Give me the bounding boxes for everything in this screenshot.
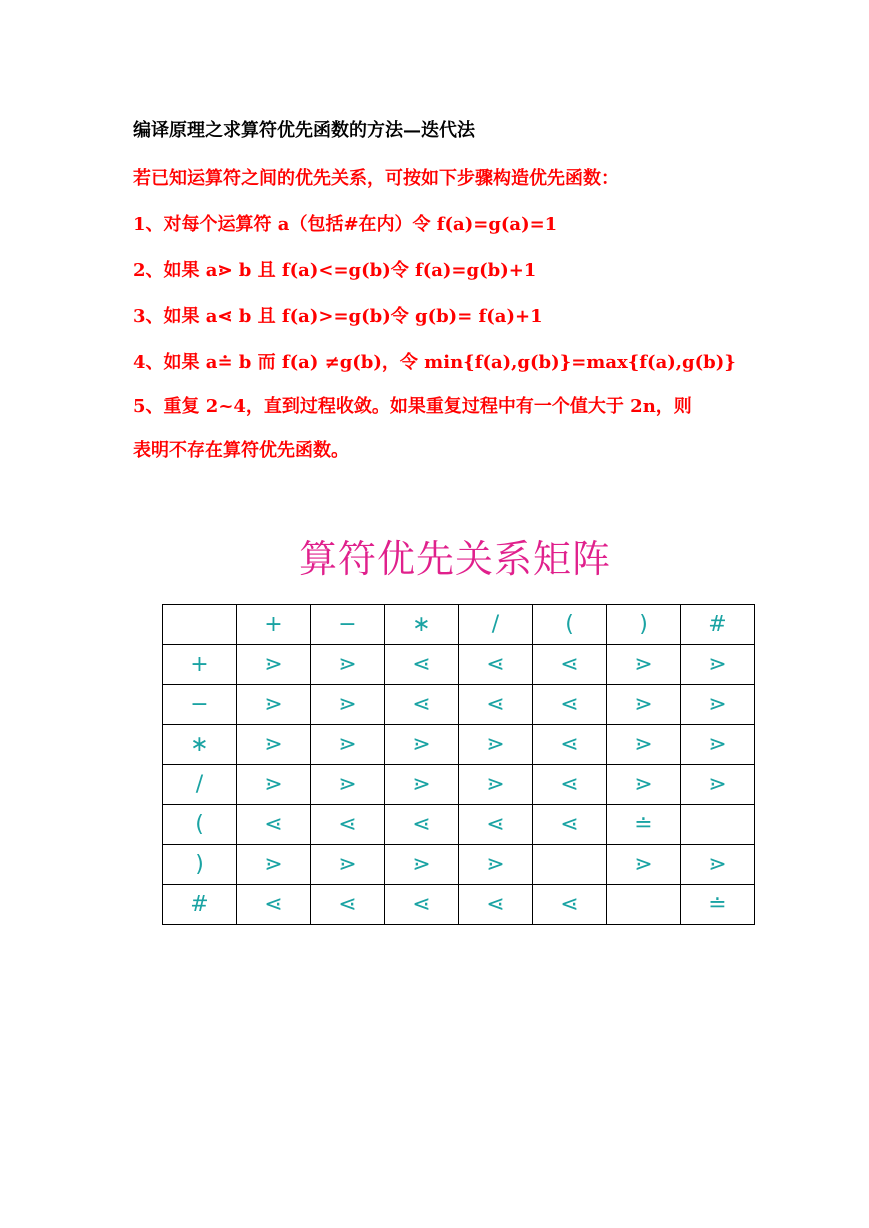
matrix-cell: ⋖ bbox=[533, 685, 607, 725]
matrix-cell: ⋖ bbox=[459, 685, 533, 725]
step-1: 1、对每个运算符 a（包括#在内）令 f(a)=g(a)=1 bbox=[133, 214, 558, 235]
row-label: ) bbox=[163, 845, 237, 885]
matrix-cell: ⋗ bbox=[607, 765, 681, 805]
header-cell: # bbox=[681, 605, 755, 645]
matrix-row bbox=[163, 725, 755, 765]
matrix-cell bbox=[607, 885, 681, 925]
matrix-cell: ⋖ bbox=[311, 805, 385, 845]
matrix-cell: ⋗ bbox=[681, 765, 755, 805]
matrix-cell: ⋖ bbox=[533, 645, 607, 685]
matrix-header-row bbox=[163, 605, 755, 645]
step-5-continued: 表明不存在算符优先函数。 bbox=[133, 440, 349, 461]
matrix-cell: ⋗ bbox=[607, 725, 681, 765]
matrix-cell: ⋖ bbox=[237, 885, 311, 925]
step-2: 2、如果 a⋗ b 且 f(a)<=g(b)令 f(a)=g(b)+1 bbox=[133, 260, 537, 281]
matrix-cell: ⋖ bbox=[459, 805, 533, 845]
matrix-row bbox=[163, 765, 755, 805]
matrix-cell: ⋗ bbox=[459, 845, 533, 885]
matrix-cell: ⋗ bbox=[385, 725, 459, 765]
matrix-cell: ⋗ bbox=[681, 845, 755, 885]
header-cell: + bbox=[237, 605, 311, 645]
row-label: − bbox=[163, 685, 237, 725]
header-cell: ( bbox=[533, 605, 607, 645]
matrix-cell: ⋗ bbox=[237, 685, 311, 725]
matrix-cell: ⋗ bbox=[385, 765, 459, 805]
header-cell: / bbox=[459, 605, 533, 645]
matrix-cell: ⋗ bbox=[607, 685, 681, 725]
matrix-cell: ≐ bbox=[681, 885, 755, 925]
document-title: 编译原理之求算符优先函数的方法—迭代法 bbox=[133, 120, 475, 141]
row-label: ( bbox=[163, 805, 237, 845]
matrix-cell: ⋗ bbox=[237, 845, 311, 885]
matrix-cell: ⋖ bbox=[237, 805, 311, 845]
row-label: # bbox=[163, 885, 237, 925]
matrix-cell: ⋗ bbox=[459, 765, 533, 805]
matrix-row bbox=[163, 685, 755, 725]
matrix-cell: ⋗ bbox=[681, 725, 755, 765]
matrix-cell: ⋗ bbox=[311, 645, 385, 685]
header-cell: − bbox=[311, 605, 385, 645]
matrix-cell: ⋖ bbox=[385, 885, 459, 925]
matrix-cell: ⋗ bbox=[237, 645, 311, 685]
matrix-cell: ⋖ bbox=[533, 765, 607, 805]
matrix-cell: ⋖ bbox=[385, 685, 459, 725]
matrix-cell: ⋗ bbox=[607, 845, 681, 885]
row-label: / bbox=[163, 765, 237, 805]
matrix-row bbox=[163, 845, 755, 885]
matrix-cell: ⋗ bbox=[311, 725, 385, 765]
matrix-cell: ⋗ bbox=[311, 685, 385, 725]
matrix-cell: ⋗ bbox=[681, 685, 755, 725]
matrix-cell: ⋗ bbox=[237, 765, 311, 805]
matrix-cell: ⋖ bbox=[533, 885, 607, 925]
header-cell: ∗ bbox=[385, 605, 459, 645]
row-label: + bbox=[163, 645, 237, 685]
matrix-cell: ⋖ bbox=[459, 885, 533, 925]
matrix-cell: ⋗ bbox=[385, 845, 459, 885]
matrix-cell: ⋗ bbox=[237, 725, 311, 765]
matrix-row bbox=[163, 805, 755, 845]
matrix-cell: ⋗ bbox=[311, 765, 385, 805]
header-cell: ) bbox=[607, 605, 681, 645]
step-5: 5、重复 2~4，直到过程收敛。如果重复过程中有一个值大于 2n，则 bbox=[133, 396, 692, 417]
matrix-cell bbox=[533, 845, 607, 885]
matrix-cell: ⋗ bbox=[681, 645, 755, 685]
header-cell bbox=[163, 605, 237, 645]
matrix-cell: ⋖ bbox=[385, 645, 459, 685]
matrix-cell bbox=[681, 805, 755, 845]
matrix-row bbox=[163, 885, 755, 925]
matrix-title: 算符优先关系矩阵 bbox=[298, 537, 611, 581]
matrix-row bbox=[163, 645, 755, 685]
precedence-matrix bbox=[162, 604, 755, 925]
matrix-cell: ⋖ bbox=[311, 885, 385, 925]
matrix-cell: ≐ bbox=[607, 805, 681, 845]
step-3: 3、如果 a⋖ b 且 f(a)>=g(b)令 g(b)= f(a)+1 bbox=[133, 306, 543, 327]
matrix-cell: ⋖ bbox=[385, 805, 459, 845]
matrix-cell: ⋖ bbox=[459, 645, 533, 685]
matrix-cell: ⋗ bbox=[311, 845, 385, 885]
matrix-cell: ⋖ bbox=[533, 725, 607, 765]
step-4: 4、如果 a≐ b 而 f(a) ≠g(b)，令 min{f(a),g(b)}=max{f(a),g(b)} bbox=[133, 352, 736, 373]
matrix-cell: ⋖ bbox=[533, 805, 607, 845]
intro-line: 若已知运算符之间的优先关系，可按如下步骤构造优先函数： bbox=[133, 168, 619, 189]
matrix-cell: ⋗ bbox=[459, 725, 533, 765]
row-label: ∗ bbox=[163, 725, 237, 765]
matrix-cell: ⋗ bbox=[607, 645, 681, 685]
